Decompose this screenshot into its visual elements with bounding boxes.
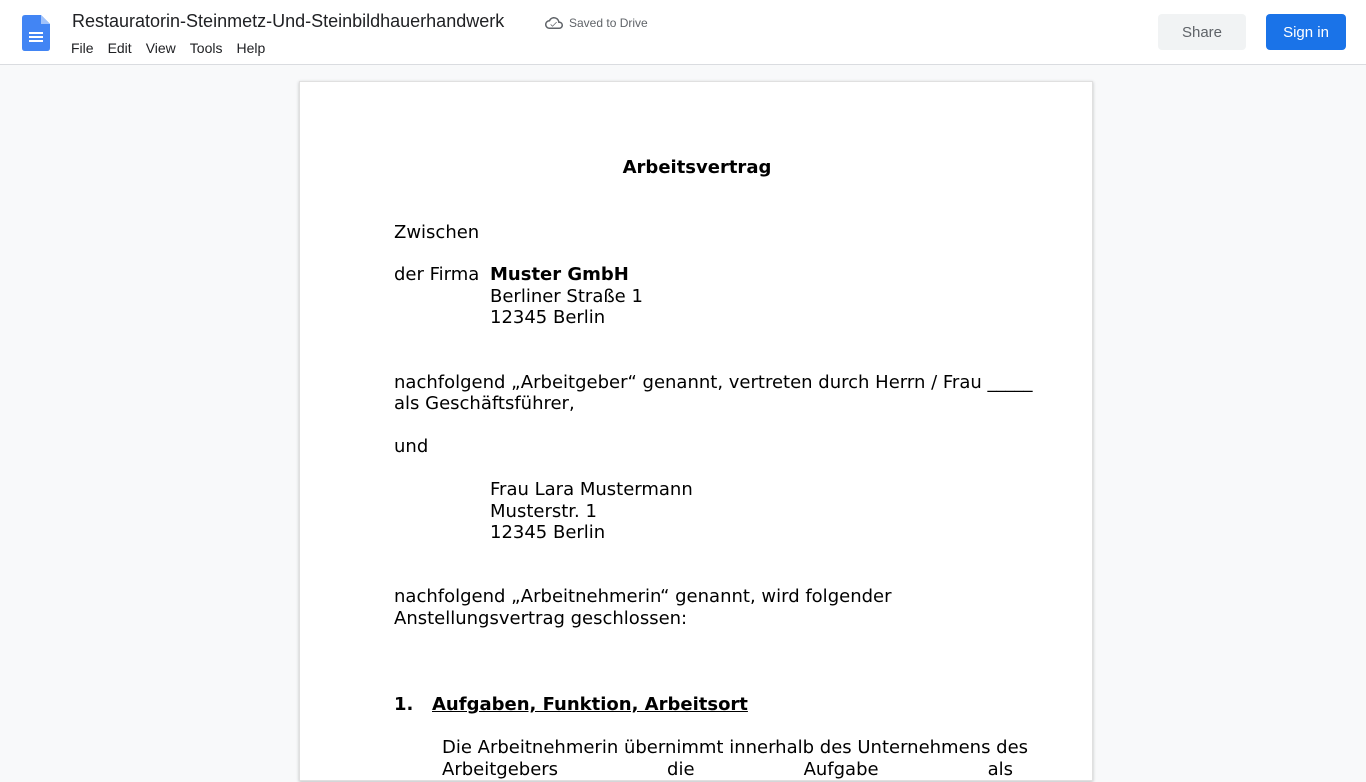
menu-bar [64, 38, 272, 58]
document-heading: Arbeitsvertrag [622, 157, 772, 178]
docs-logo-icon[interactable] [22, 15, 50, 51]
document-page[interactable] [299, 81, 1093, 781]
menu-tools[interactable]: Tools [189, 40, 223, 56]
saved-status [545, 14, 648, 32]
menu-file[interactable]: File [71, 40, 94, 56]
sign-in-button[interactable]: Sign in [1266, 14, 1346, 50]
employee-city: 12345 Berlin [490, 522, 606, 543]
employee-name: Frau Lara Mustermann [490, 479, 693, 500]
document-title[interactable]: Restauratorin-Steinmetz-Und-Steinbildhauerhandwerk [72, 11, 505, 31]
menu-view[interactable]: View [145, 40, 176, 56]
employer-line-2: als Geschäftsführer, [394, 393, 575, 414]
firma-street: Berliner Straße 1 [490, 286, 643, 307]
section-1-text-2-content: Arbeitgebers die Aufgabe als [442, 759, 1013, 780]
share-button[interactable]: Share [1158, 14, 1246, 50]
section-1-number: 1. [394, 694, 414, 715]
employer-line-1: nachfolgend „Arbeitgeber“ genannt, vertreten durch Herrn / Frau _____ [394, 372, 1033, 393]
menu-edit[interactable]: Edit [107, 40, 132, 56]
firma-name: Muster GmbH [490, 264, 629, 285]
app-header [0, 0, 1366, 65]
und-text: und [394, 436, 429, 457]
saved-status-label: Saved to Drive [569, 16, 648, 30]
firma-city: 12345 Berlin [490, 307, 606, 328]
employee-line-1: nachfolgend „Arbeitnehmerin“ genannt, wird folgender [394, 586, 892, 607]
section-1-text-2 [442, 759, 1013, 781]
cloud-done-icon [545, 14, 563, 32]
menu-help[interactable]: Help [236, 40, 266, 56]
section-1-title: Aufgaben, Funktion, Arbeitsort [432, 694, 748, 715]
firma-label: der Firma [394, 264, 480, 285]
employee-street: Musterstr. 1 [490, 501, 597, 522]
document-body [300, 82, 1094, 782]
zwischen-text: Zwischen [394, 222, 480, 243]
section-1-text-1: Die Arbeitnehmerin übernimmt innerhalb des Unternehmens des [442, 737, 1029, 758]
employee-line-2: Anstellungsvertrag geschlossen: [394, 608, 688, 629]
